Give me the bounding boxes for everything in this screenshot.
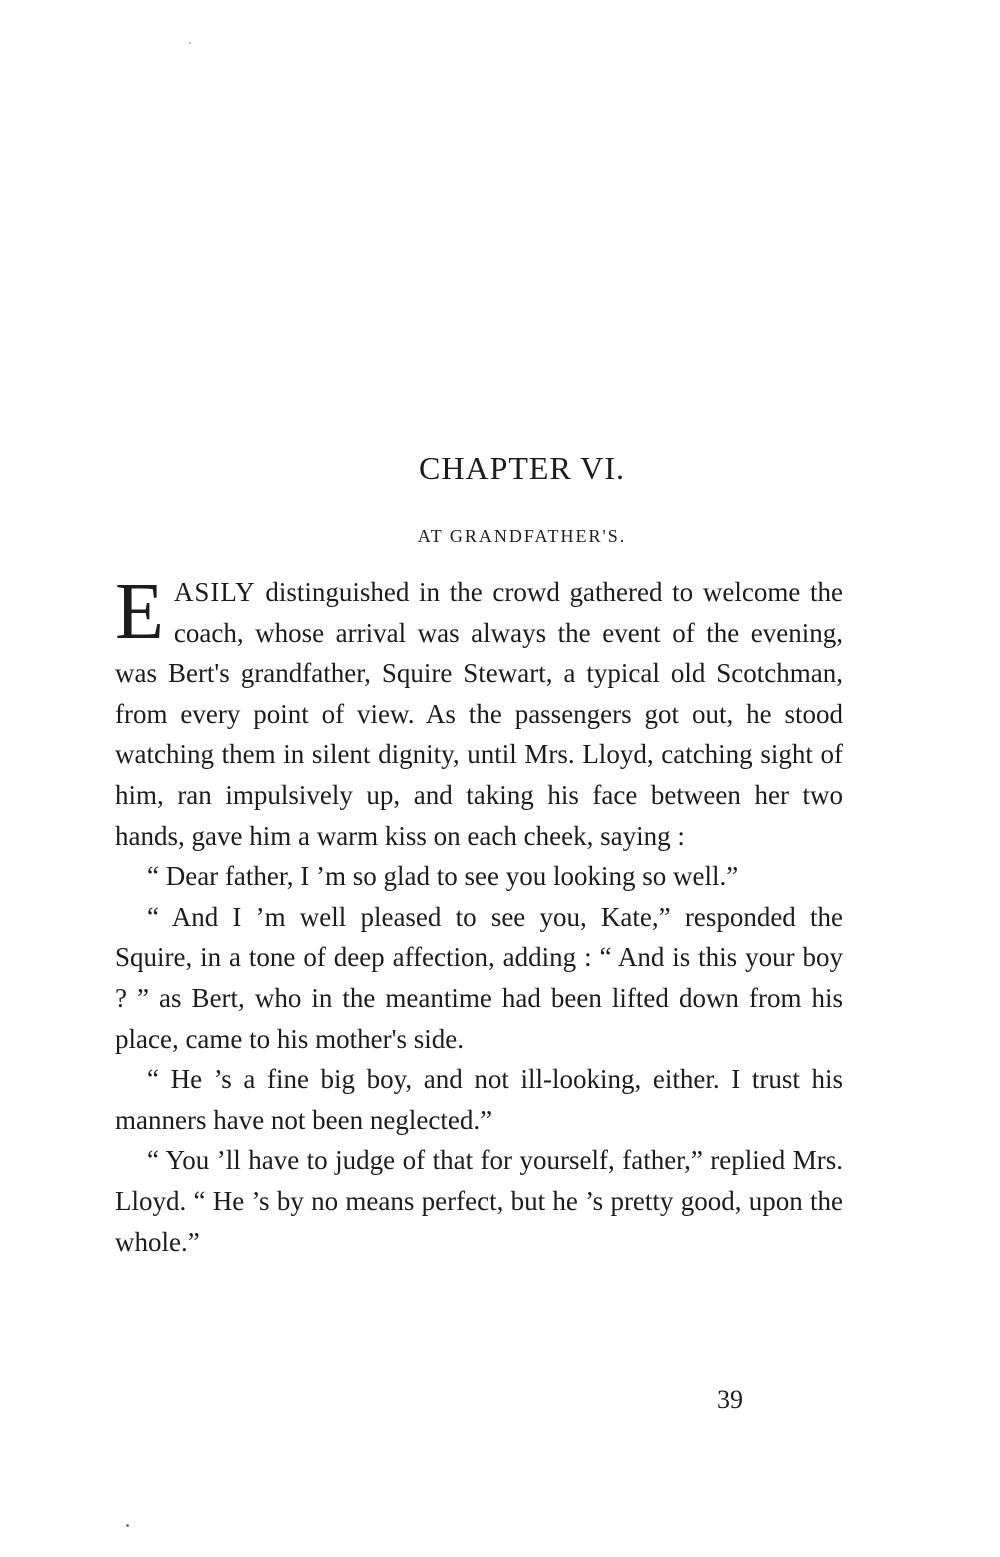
drop-cap: E	[115, 568, 164, 656]
paragraph-1	[115, 568, 843, 856]
paragraph-5: “ You ’ll have to judge of that for yourself, father,” replied Mrs. Lloyd. “ He ’s by no means perfect, but he ’s pretty good, upon the whole.”	[115, 1145, 843, 1257]
scan-speck	[126, 1524, 129, 1527]
page-number: 39	[717, 1385, 743, 1414]
paragraph-2: “ Dear father, I ’m so glad to see you looking so well.”	[147, 861, 739, 892]
lead-caps: ASILY	[173, 577, 256, 607]
chapter-subtitle: AT GRANDFATHER'S.	[417, 526, 627, 546]
paragraph-3: “ And I ’m well pleased to see you, Kate,” responded the Squire, in a tone of deep affection, adding : “ And is this your boy ? ” as Bert, who in the meantime had been lifted down from his place, came to his mother's side.	[115, 901, 843, 1054]
paragraph-text: distinguished in the crowd gathered to welcome the coach, whose arrival was always the event of the evening, was Bert's grandfather, Squire Stewart, a typical old Scotchman, from every point of view. As the passengers got out, he stood watching them in silent dignity, until Mrs. Lloyd, catching sight of him, ran impulsively up, and taking his face between her two hands, gave him a warm kiss on each cheek, saying :	[115, 577, 843, 851]
chapter-title: CHAPTER VI.	[419, 450, 625, 486]
scan-speck	[189, 42, 191, 44]
chapter-body	[115, 568, 843, 1262]
paragraph-4: “ He ’s a fine big boy, and not ill-looking, either. I trust his manners have not been neglected.”	[115, 1064, 843, 1135]
